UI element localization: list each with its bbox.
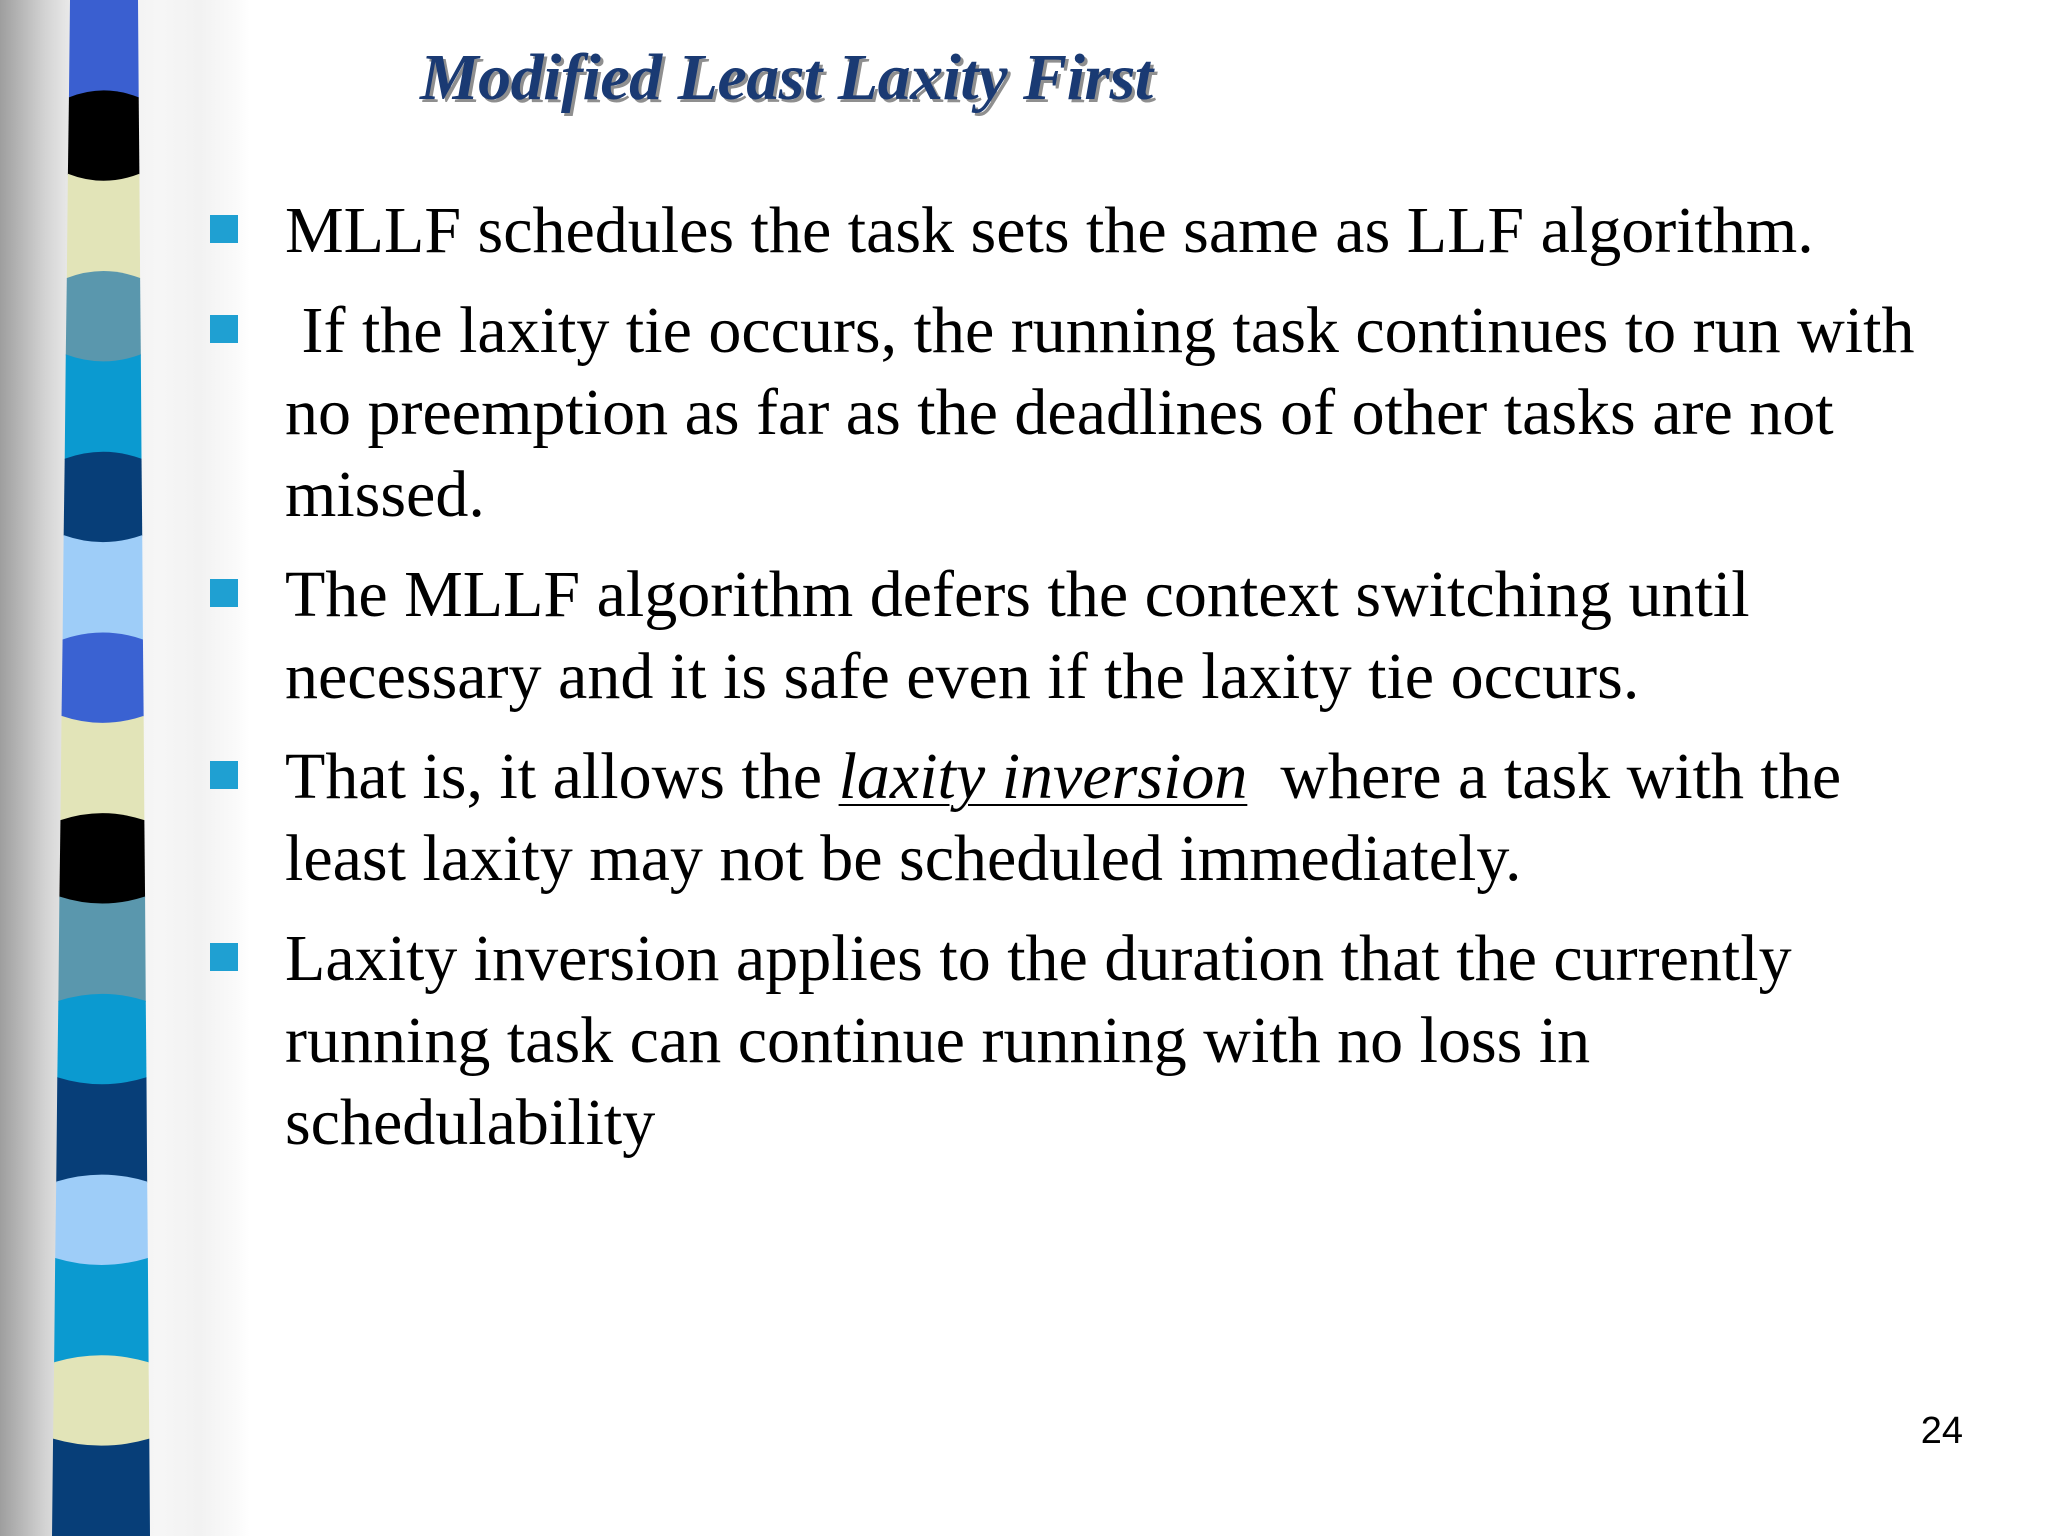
stripe-segment [66,271,141,362]
bullet-text-before: That is, it allows the [285,740,839,813]
stripe-segment [67,174,140,279]
stripe-segment [54,1258,148,1363]
stripe-segment [62,632,144,723]
bullet-text-after: where a task with the least laxity may not be scheduled immediately. [285,740,1858,895]
bullet-item [210,736,1970,900]
slide-title: Modified Least Laxity First [420,41,1153,114]
stripe-segment [68,90,140,181]
stripe-segment [56,1077,147,1182]
bullet-item [210,190,1970,272]
bullet-text: Laxity inversion applies to the duration that the currently running task can continue running with no loss in schedulability [285,922,1792,1159]
stripe-segment [58,897,145,1002]
page-number: 24 [1920,1410,1963,1452]
stripe-segment [53,1355,149,1446]
stripe-segment [69,0,139,98]
square-bullet-icon [210,761,238,789]
stripe-segment [52,1439,150,1536]
laxity-inversion-term: laxity inversion [838,740,1248,813]
square-bullet-icon [210,315,238,343]
bullet-text [285,740,1858,895]
bullet-item [210,918,1970,1164]
bullet-text: MLLF schedules the task sets the same as LLF algorithm. [285,194,1814,267]
bullet-item [210,554,1970,718]
stripe-segment [63,535,143,640]
bullet-list [210,190,1970,1182]
bullet-text: If the laxity tie occurs, the running task continues to run with no preemption as far as the deadlines of other tasks are not missed. [285,294,1931,531]
square-bullet-icon [210,579,238,607]
stripe-segment [64,452,143,543]
square-bullet-icon [210,215,238,243]
bullet-item [210,290,1970,536]
bullet-text: The MLLF algorithm defers the context switching until necessary and it is safe even if the laxity tie occurs. [285,558,1750,713]
stripe-segment [57,994,146,1085]
stripe-segment [60,716,144,821]
stripe-segment [65,354,142,459]
stripe-segment [55,1175,148,1266]
square-bullet-icon [210,943,238,971]
stripe-segment [59,813,145,904]
